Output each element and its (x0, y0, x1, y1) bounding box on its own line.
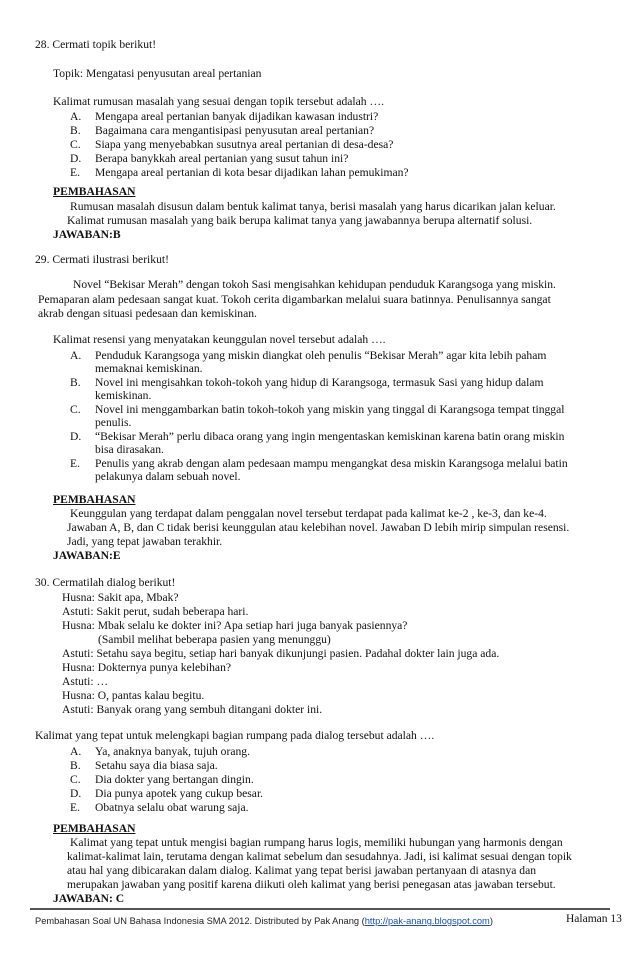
q30-pembahasan-line-4: merupakan jawaban yang positif karena diikuti oleh kalimat yang berisi penegasan atas jawaban tersebut. (67, 878, 556, 891)
q29-option-d-line-2: bisa dirasakan. (95, 443, 164, 456)
q28-option-a-text: Mengapa areal pertanian banyak dijadikan kawasan industri? (95, 110, 379, 123)
q30-option-a-letter: A. (70, 745, 82, 758)
q29-option-a-line-2: memaknai kemiskinan. (95, 362, 203, 375)
q29-pembahasan-label: PEMBAHASAN (53, 493, 136, 506)
page-number: Halaman 13 (566, 913, 622, 925)
q30-answer: JAWABAN: C (53, 892, 125, 905)
q29-option-a-letter: A. (70, 349, 82, 362)
q29-option-e-letter: E. (70, 457, 80, 470)
footer-credit-prefix: Pembahasan Soal UN Bahasa Indonesia SMA 2012. Distributed by Pak Anang ( (35, 916, 365, 926)
q28-option-c-text: Siapa yang menyebabkan susutnya areal pertanian di desa-desa? (95, 138, 394, 151)
q30-option-e-text: Obatnya selalu obat warung saja. (95, 801, 249, 814)
q28-heading: 28. Cermati topik berikut! (35, 38, 157, 51)
footer-blog-link[interactable]: http://pak-anang.blogspot.com (364, 916, 490, 926)
q28-option-d-letter: D. (70, 152, 82, 165)
q29-answer: JAWABAN:E (53, 549, 121, 562)
q29-passage-line-3: akrab dengan situasi pedesaan dan kemiskinan. (38, 307, 257, 320)
q28-option-b-letter: B. (70, 124, 81, 137)
footer-credit (35, 916, 493, 926)
q29-option-d-letter: D. (70, 430, 82, 443)
q30-pembahasan-label: PEMBAHASAN (53, 822, 136, 835)
q29-pembahasan-line-3: Jadi, yang tepat jawaban terakhir. (67, 535, 223, 548)
q30-dialog-line-2: Astuti: Sakit perut, sudah beberapa hari. (62, 605, 249, 618)
q30-pembahasan-line-3: atau hal yang dibicarakan dalam dialog. Kalimat yang tepat berisi jawaban pertanyaan di atasnya dan (67, 864, 537, 877)
q29-option-b-line-2: kemiskinan. (95, 389, 152, 402)
q29-option-e-line-2: pelakunya dalam sebuah novel. (95, 470, 241, 483)
q29-option-c-line-2: penulis. (95, 416, 132, 429)
q28-option-d-text: Berapa banykkah areal pertanian yang susut tahun ini? (95, 152, 349, 165)
q29-passage-line-2: Pemaparan alam pedesaan sangat kuat. Tokoh cerita digambarkan melalui suara batinnya. Penulisannya sangat (38, 293, 551, 306)
q30-pembahasan-line-2: kalimat-kalimat lain, terutama dengan kalimat sebelum dan sesudahnya. Jadi, isi kalimat sesuai dengan topik (67, 850, 572, 863)
q29-heading: 29. Cermati ilustrasi berikut! (35, 253, 169, 266)
q28-pembahasan-line-1: Rumusan masalah disusun dalam bentuk kalimat tanya, berisi masalah yang harus dicarikan jalan keluar. (70, 200, 556, 213)
q28-stem: Kalimat rumusan masalah yang sesuai dengan topik tersebut adalah …. (53, 95, 384, 108)
q30-pembahasan-line-1: Kalimat yang tepat untuk mengisi bagian rumpang harus logis, memiliki hubungan yang harmonis dengan (70, 836, 563, 849)
q30-dialog-line-4: (Sambil melihat beberapa pasien yang menunggu) (98, 633, 331, 646)
q30-option-e-letter: E. (70, 801, 80, 814)
q29-option-c-letter: C. (70, 403, 81, 416)
q30-option-d-text: Dia punya apotek yang cukup besar. (95, 787, 264, 800)
q30-dialog-line-8: Husna: O, pantas kalau begitu. (62, 689, 205, 702)
q28-option-a-letter: A. (70, 110, 82, 123)
q30-dialog-line-9: Astuti: Banyak orang yang sembuh ditangani dokter ini. (62, 703, 323, 716)
q30-heading: 30. Cermatilah dialog berikut! (35, 576, 176, 589)
q29-option-a-line-1: Penduduk Karangsoga yang miskin diangkat oleh penulis “Bekisar Merah” agar kita lebih paham (95, 349, 547, 362)
q29-option-b-letter: B. (70, 376, 81, 389)
q29-pembahasan-line-2: Jawaban A, B, dan C tidak berisi keunggulan atau kelebihan novel. Jawaban D lebih mirip simpulan resensi. (67, 521, 570, 534)
footer-divider (30, 908, 610, 910)
q30-stem: Kalimat yang tepat untuk melengkapi bagian rumpang pada dialog tersebut adalah …. (35, 729, 435, 742)
q30-dialog-line-5: Astuti: Setahu saya begitu, setiap hari banyak dikunjungi pasien. Padahal dokter lain juga ada. (62, 647, 500, 660)
q30-option-c-letter: C. (70, 773, 81, 786)
q29-option-d-line-1: “Bekisar Merah” perlu dibaca orang yang ingin mengentaskan kemiskinan karena batin orang miskin (95, 430, 565, 443)
q29-option-c-line-1: Novel ini menggambarkan batin tokoh-tokoh yang miskin yang tinggal di Karangsoga tempat tinggal (95, 403, 565, 416)
q29-passage-line-1: Novel “Bekisar Merah” dengan tokoh Sasi mengisahkan kehidupan penduduk Karangsoga yang miskin. (73, 278, 556, 291)
q29-option-e-line-1: Penulis yang akrab dengan alam pedesaan mampu mengangkat desa miskin Karangsoga melalui batin (95, 457, 568, 470)
q30-option-c-text: Dia dokter yang bertangan dingin. (95, 773, 254, 786)
q28-topic: Topik: Mengatasi penyusutan areal pertanian (53, 67, 262, 80)
q28-option-e-letter: E. (70, 166, 80, 179)
q30-option-b-text: Setahu saya dia biasa saja. (95, 759, 218, 772)
q30-dialog-line-6: Husna: Dokternya punya kelebihan? (62, 661, 232, 674)
q30-option-b-letter: B. (70, 759, 81, 772)
q30-option-a-text: Ya, anaknya banyak, tujuh orang. (95, 745, 250, 758)
q29-pembahasan-line-1: Keunggulan yang terdapat dalam penggalan novel tersebut terdapat pada kalimat ke-2 , ke-3, dan ke-4. (70, 507, 547, 520)
footer-credit-suffix: ) (489, 916, 493, 926)
q28-option-e-text: Mengapa areal pertanian di kota besar dijadikan lahan pemukiman? (95, 166, 409, 179)
q30-option-d-letter: D. (70, 787, 82, 800)
q28-option-b-text: Bagaimana cara mengantisipasi penyusutan areal pertanian? (95, 124, 375, 137)
q30-dialog-line-3: Husna: Mbak selalu ke dokter ini? Apa setiap hari juga banyak pasiennya? (62, 619, 408, 632)
q28-pembahasan-line-2: Kalimat rumusan masalah yang baik berupa kalimat tanya yang jawabannya berupa alternatif solusi. (67, 214, 533, 227)
q30-dialog-line-1: Husna: Sakit apa, Mbak? (62, 591, 179, 604)
q28-answer: JAWABAN:B (53, 228, 121, 241)
q29-option-b-line-1: Novel ini mengisahkan tokoh-tokoh yang hidup di Karangsoga, termasuk Sasi yang hidup dalam (95, 376, 544, 389)
q29-stem: Kalimat resensi yang menyatakan keunggulan novel tersebut adalah …. (53, 333, 386, 346)
q28-pembahasan-label: PEMBAHASAN (53, 185, 136, 198)
q28-option-c-letter: C. (70, 138, 81, 151)
q30-dialog-line-7: Astuti: … (62, 675, 109, 688)
